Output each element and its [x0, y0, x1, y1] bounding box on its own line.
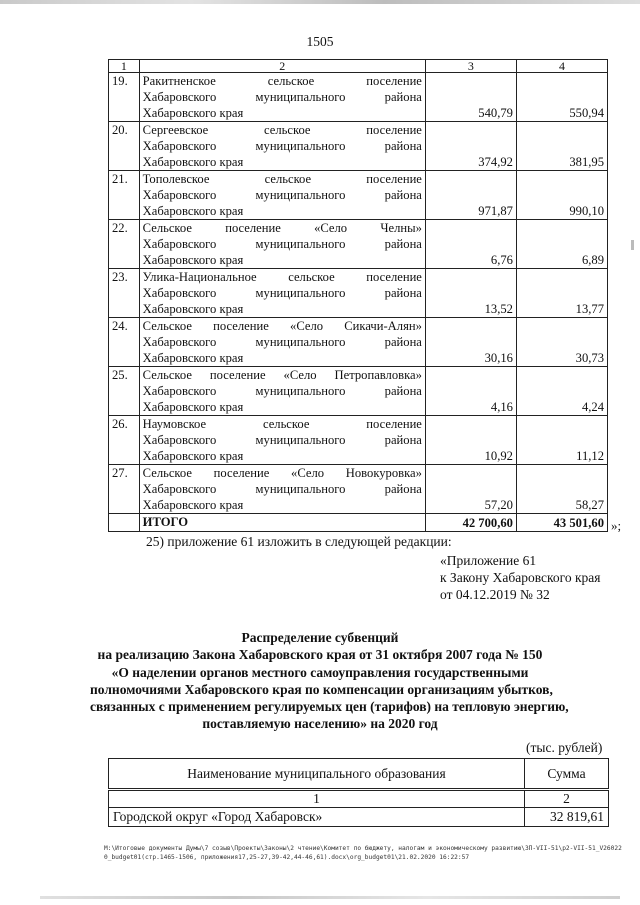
- name-line: Хабаровского муниципального района: [142, 237, 422, 251]
- header-col-2: 2: [139, 60, 425, 73]
- name-line: Хабаровского муниципального района: [142, 482, 422, 496]
- name-line: Хабаровского края: [142, 302, 244, 316]
- value-col-3: 374,92: [425, 122, 516, 171]
- row-number: 21.: [109, 171, 140, 220]
- row-number: 23.: [109, 269, 140, 318]
- name-line: Хабаровского муниципального района: [142, 384, 422, 398]
- name-line: Ракитненское сельское поселение: [142, 74, 422, 88]
- municipality-name: Городской округ «Город Хабаровск»: [109, 808, 525, 827]
- name-line: Хабаровского муниципального района: [142, 335, 422, 349]
- value-col-3: 971,87: [425, 171, 516, 220]
- name-line: Хабаровского края: [142, 351, 244, 365]
- table-header-row: [109, 60, 608, 73]
- total-row: [109, 514, 608, 532]
- page-number: 1505: [306, 34, 334, 49]
- table-header-row: [109, 759, 609, 790]
- value-col-4: 11,12: [516, 416, 607, 465]
- amendment-instruction: 25) приложение 61 изложить в следующей редакции:: [146, 534, 452, 549]
- row-number: 22.: [109, 220, 140, 269]
- table-row: [109, 465, 608, 514]
- scan-margin-mark: [631, 240, 634, 250]
- name-line: Хабаровского муниципального района: [142, 433, 422, 447]
- municipality-name: [139, 171, 425, 220]
- header-sum: Сумма: [525, 759, 609, 790]
- name-line: Хабаровского края: [142, 204, 244, 218]
- table-number-row: [109, 790, 609, 808]
- municipality-name: [139, 367, 425, 416]
- name-line: Хабаровского края: [142, 498, 244, 512]
- municipality-name: [139, 73, 425, 122]
- title-line: поставляемую населению» на 2020 год: [202, 716, 438, 732]
- file-path-footer: M:\Итоговые документы Думы\7 созыв\Проекты\Законы\2 чтение\Комитет по бюджету, налогам и экономическому развитию\3П-VII-51\р2-VII-51_V260220_budget01(стр.1465-1506, приложения17,25-27,39-42,44-46,61).docx\org_budget01\21.02.2020 16:22:57: [104, 845, 622, 861]
- row-number: 24.: [109, 318, 140, 367]
- value-col-3: 30,16: [425, 318, 516, 367]
- subvention-table-continued: [108, 59, 608, 532]
- table-row: [109, 220, 608, 269]
- value-col-3: 10,92: [425, 416, 516, 465]
- appendix-line: от 04.12.2019 № 32: [440, 587, 550, 602]
- title-line: полномочиями Хабаровского края по компенсации организациям убытков,: [90, 681, 553, 697]
- name-line: Хабаровского края: [142, 449, 244, 463]
- name-line: Сельское поселение «Село Сикачи-Алян»: [142, 319, 422, 333]
- header-name: Наименование муниципального образования: [109, 759, 525, 790]
- total-label: ИТОГО: [139, 514, 425, 532]
- municipality-name: [139, 220, 425, 269]
- row-number: 27.: [109, 465, 140, 514]
- table-row: [109, 318, 608, 367]
- municipality-name: [139, 318, 425, 367]
- municipality-name: [139, 465, 425, 514]
- value-col-4: 6,89: [516, 220, 607, 269]
- row-number: 19.: [109, 73, 140, 122]
- value-col-4: 13,77: [516, 269, 607, 318]
- value-col-3: 540,79: [425, 73, 516, 122]
- title-line: связанных с применением регулируемых цен (тарифов) на тепловую энергию,: [90, 699, 569, 715]
- value-col-4: 990,10: [516, 171, 607, 220]
- scan-edge-top: [0, 0, 640, 4]
- municipality-name: [139, 416, 425, 465]
- appendix-line: «Приложение 61: [440, 553, 537, 568]
- amount: 32 819,61: [525, 808, 609, 827]
- table-row: [109, 416, 608, 465]
- value-col-4: 30,73: [516, 318, 607, 367]
- name-line: Сельское поселение «Село Новокуровка»: [142, 466, 422, 480]
- name-line: Наумовское сельское поселение: [142, 417, 422, 431]
- total-col-3: 42 700,60: [425, 514, 516, 532]
- value-col-3: 13,52: [425, 269, 516, 318]
- municipality-name: [139, 269, 425, 318]
- value-col-4: 4,24: [516, 367, 607, 416]
- distribution-table: [108, 758, 609, 827]
- title-line: «О наделении органов местного самоуправления государственными: [111, 664, 529, 680]
- table-row: [109, 73, 608, 122]
- municipality-name: [139, 122, 425, 171]
- header-num-2: 2: [525, 790, 609, 808]
- closing-quote: »;: [611, 518, 622, 533]
- name-line: Сельское поселение «Село Челны»: [142, 221, 422, 235]
- row-number: 25.: [109, 367, 140, 416]
- name-line: Хабаровского муниципального района: [142, 188, 422, 202]
- row-number: 20.: [109, 122, 140, 171]
- table-row: [109, 367, 608, 416]
- name-line: Хабаровского муниципального района: [142, 286, 422, 300]
- header-col-4: 4: [516, 60, 607, 73]
- name-line: Улика-Национальное сельское поселение: [142, 270, 422, 284]
- title-line: на реализацию Закона Хабаровского края от 31 октября 2007 года № 150: [97, 647, 543, 663]
- name-line: Хабаровского края: [142, 106, 244, 120]
- header-num-1: 1: [109, 790, 525, 808]
- value-col-3: 57,20: [425, 465, 516, 514]
- scan-edge-bottom: [40, 896, 620, 899]
- value-col-3: 4,16: [425, 367, 516, 416]
- header-col-3: 3: [425, 60, 516, 73]
- table-row: [109, 808, 609, 827]
- value-col-4: 58,27: [516, 465, 607, 514]
- document-title: [90, 629, 569, 733]
- title-line: Распределение субвенций: [241, 630, 399, 645]
- value-col-4: 550,94: [516, 73, 607, 122]
- total-empty-cell: [109, 514, 140, 532]
- name-line: Тополевское сельское поселение: [142, 172, 422, 186]
- table-row: [109, 269, 608, 318]
- appendix-line: к Закону Хабаровского края: [440, 570, 601, 585]
- name-line: Сельское поселение «Село Петропавловка»: [142, 368, 422, 382]
- value-col-4: 381,95: [516, 122, 607, 171]
- units-label: (тыс. рублей): [526, 740, 603, 755]
- appendix-reference: [440, 552, 601, 603]
- name-line: Хабаровского края: [142, 253, 244, 267]
- header-col-1: 1: [109, 60, 140, 73]
- name-line: Хабаровского края: [142, 155, 244, 169]
- name-line: Хабаровского муниципального района: [142, 90, 422, 104]
- table-row: [109, 171, 608, 220]
- total-col-4: 43 501,60: [516, 514, 607, 532]
- name-line: Сергеевское сельское поселение: [142, 123, 422, 137]
- row-number: 26.: [109, 416, 140, 465]
- name-line: Хабаровского муниципального района: [142, 139, 422, 153]
- name-line: Хабаровского края: [142, 400, 244, 414]
- table-row: [109, 122, 608, 171]
- value-col-3: 6,76: [425, 220, 516, 269]
